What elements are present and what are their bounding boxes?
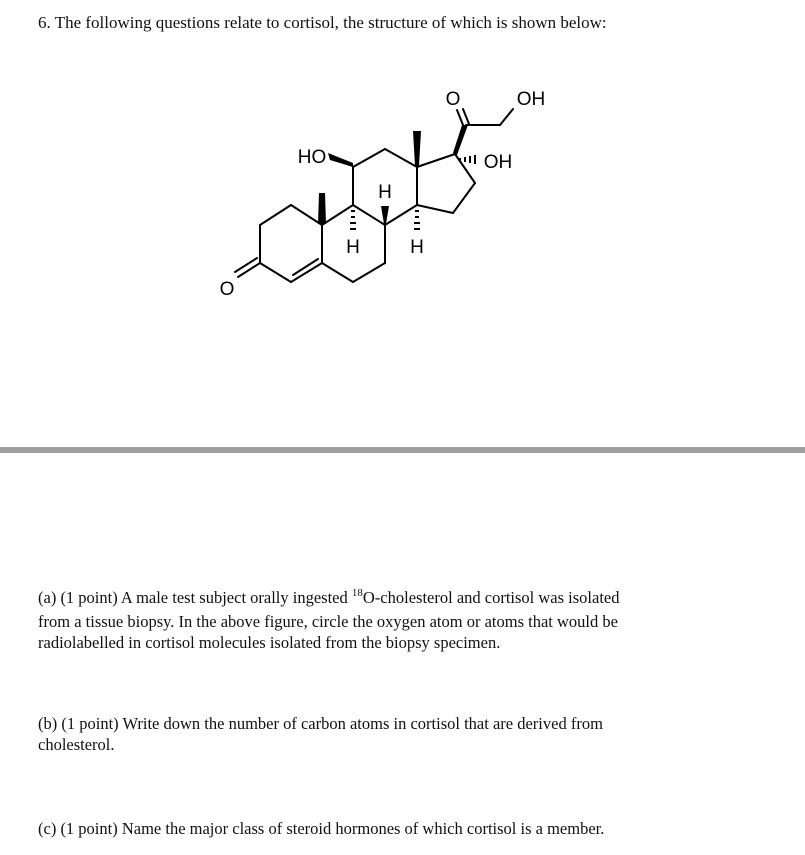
bond-c10-c1: [291, 205, 322, 225]
bond-c14-c8: [385, 205, 417, 225]
bond-c9-c8: [353, 205, 385, 225]
atom-h-c8: H: [378, 182, 392, 203]
isotope-superscript: 18: [351, 587, 363, 599]
part-a-text-start: (a) (1 point) A male test subject orally ingested: [38, 588, 352, 607]
question-part-c: [38, 818, 604, 839]
atom-oh-c21: OH: [516, 89, 546, 110]
bond-c1-c2: [260, 205, 291, 225]
part-a-text-end: O-cholesterol and cortisol was isolated: [362, 588, 620, 607]
atom-o-c20: O: [445, 89, 461, 110]
bond-c13-c17: [417, 154, 455, 167]
part-a-line-3: radiolabelled in cortisol molecules isolated from the biopsy specimen.: [38, 633, 501, 652]
bond-c21-oh: [500, 109, 513, 125]
hash-c9-h: [350, 211, 356, 229]
question-part-b: [38, 713, 603, 755]
bond-c11-c12: [353, 149, 385, 167]
bond-c3-o-double: [235, 258, 257, 272]
part-b-line-2: cholesterol.: [38, 735, 115, 754]
question-part-a: [38, 587, 620, 653]
atom-o-c3: O: [219, 279, 235, 300]
bond-c7-c6: [353, 263, 385, 282]
question-title: 6. The following questions relate to cortisol, the structure of which is shown below:: [38, 13, 607, 32]
wedge-c8-h: [381, 206, 389, 224]
bond-c15-c14: [417, 205, 453, 213]
hash-c14-h: [414, 211, 420, 229]
bond-c6-c5: [322, 263, 353, 282]
bond-c20-o-double: [463, 109, 469, 124]
wedge-c13-methyl: [413, 131, 421, 166]
bond-c10-c9: [322, 205, 353, 225]
atom-ho-c11: HO: [297, 147, 327, 168]
section-divider: [0, 447, 805, 453]
bond-c3-o: [238, 263, 260, 277]
atom-h-c14: H: [410, 237, 424, 258]
wedge-c11-ho: [328, 153, 353, 167]
wedge-c17-c20: [453, 125, 468, 155]
bond-c12-c13: [385, 149, 417, 167]
atom-oh-c17: OH: [483, 152, 513, 173]
bond-c3-c4: [260, 263, 291, 282]
wedge-c10-methyl: [318, 193, 326, 224]
part-a-line-2: from a tissue biopsy. In the above figure, circle the oxygen atom or atoms that would be: [38, 612, 618, 631]
bond-c20-o: [457, 110, 463, 125]
part-c-line-1: (c) (1 point) Name the major class of steroid hormones of which cortisol is a member.: [38, 819, 605, 838]
bond-c16-c15: [453, 183, 475, 213]
part-b-line-1: (b) (1 point) Write down the number of carbon atoms in cortisol that are derived from: [38, 714, 603, 733]
atom-h-c9: H: [346, 237, 360, 258]
hash-c17-oh: [460, 155, 475, 164]
